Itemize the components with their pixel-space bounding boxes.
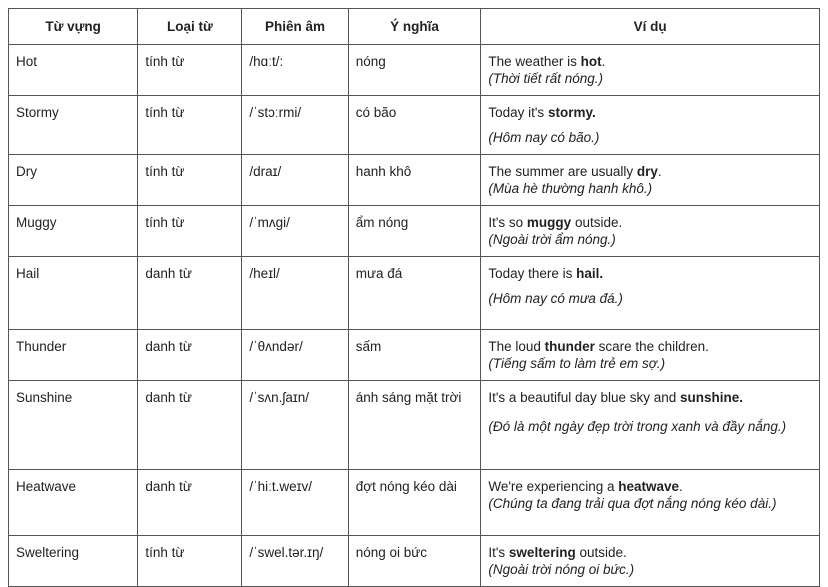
- meaning-cell: ẩm nóng: [348, 206, 481, 257]
- vocabulary-table: [8, 8, 820, 587]
- example-cell: [481, 381, 820, 470]
- type-cell: danh từ: [138, 470, 242, 536]
- table-row: [9, 206, 820, 257]
- ipa-cell: /heɪl/: [242, 257, 348, 330]
- word-cell: Thunder: [9, 330, 138, 381]
- example-text: The weather is: [488, 54, 581, 69]
- example-keyword: hot: [580, 54, 602, 69]
- ipa-cell: /hɑːt/:: [242, 45, 348, 96]
- example-translation: (Hôm nay có bão.): [488, 130, 600, 145]
- example-cell: [481, 257, 820, 330]
- word-cell: Sunshine: [9, 381, 138, 470]
- example-keyword: stormy.: [547, 105, 596, 120]
- ipa-cell: /ˈstɔːrmi/: [242, 96, 348, 155]
- type-cell: tính từ: [138, 45, 242, 96]
- word-cell: Sweltering: [9, 536, 138, 587]
- example-text: It's: [488, 545, 509, 560]
- example-text-end: outside.: [571, 215, 623, 230]
- table-header: [9, 9, 820, 45]
- example-cell: [481, 96, 820, 155]
- example-translation: (Mùa hè thường hanh khô.): [488, 181, 653, 196]
- example-text-end: .: [657, 164, 662, 179]
- header-word: Từ vựng: [9, 9, 138, 45]
- example-keyword: thunder: [544, 339, 595, 354]
- meaning-cell: nóng oi bức: [348, 536, 481, 587]
- example-text-end: scare the children.: [594, 339, 709, 354]
- table-row: [9, 381, 820, 470]
- example-translation: (Thời tiết rất nóng.): [488, 71, 604, 86]
- header-example: Ví dụ: [481, 9, 820, 45]
- example-text-end: outside.: [575, 545, 627, 560]
- word-cell: Muggy: [9, 206, 138, 257]
- example-keyword: hail.: [576, 266, 604, 281]
- meaning-cell: mưa đá: [348, 257, 481, 330]
- ipa-cell: /ˈθʌndər/: [242, 330, 348, 381]
- type-cell: danh từ: [138, 330, 242, 381]
- header-type: Loại từ: [138, 9, 242, 45]
- table-row: [9, 330, 820, 381]
- ipa-cell: /ˈswel.tər.ɪŋ/: [242, 536, 348, 587]
- ipa-cell: /ˈmʌgi/: [242, 206, 348, 257]
- table-row: [9, 470, 820, 536]
- example-translation: (Hôm nay có mưa đá.): [488, 291, 623, 306]
- ipa-cell: /ˈsʌn.ʃaɪn/: [242, 381, 348, 470]
- example-translation: (Tiếng sấm to làm trẻ em sợ.): [488, 356, 666, 371]
- header-ipa: Phiên âm: [242, 9, 348, 45]
- example-cell: [481, 45, 820, 96]
- word-cell: Stormy: [9, 96, 138, 155]
- example-text: Today there is: [488, 266, 577, 281]
- word-cell: Hail: [9, 257, 138, 330]
- table-row: [9, 155, 820, 206]
- table-body: [9, 45, 820, 587]
- example-translation: (Chúng ta đang trải qua đợt nắng nóng kéo dài.): [488, 496, 777, 511]
- example-cell: [481, 470, 820, 536]
- example-text: It's so: [488, 215, 527, 230]
- meaning-cell: đợt nóng kéo dài: [348, 470, 481, 536]
- ipa-cell: /draɪ/: [242, 155, 348, 206]
- example-translation: (Ngoài trời ẩm nóng.): [488, 232, 616, 247]
- example-text-end: .: [679, 479, 683, 494]
- example-cell: [481, 155, 820, 206]
- header-meaning: Ý nghĩa: [348, 9, 481, 45]
- example-cell: [481, 206, 820, 257]
- table-row: [9, 96, 820, 155]
- example-keyword: muggy: [526, 215, 572, 230]
- word-cell: Dry: [9, 155, 138, 206]
- type-cell: danh từ: [138, 381, 242, 470]
- meaning-cell: ánh sáng mặt trời: [348, 381, 481, 470]
- example-translation: (Ngoài trời nóng oi bức.): [488, 562, 635, 577]
- header-row: [9, 9, 820, 45]
- type-cell: tính từ: [138, 96, 242, 155]
- example-keyword: sunshine.: [680, 390, 744, 405]
- example-text: Today it's: [488, 105, 548, 120]
- meaning-cell: nóng: [348, 45, 481, 96]
- type-cell: tính từ: [138, 206, 242, 257]
- table-row: [9, 257, 820, 330]
- meaning-cell: sấm: [348, 330, 481, 381]
- example-cell: [481, 330, 820, 381]
- example-cell: [481, 536, 820, 587]
- word-cell: Heatwave: [9, 470, 138, 536]
- example-keyword: sweltering: [508, 545, 576, 560]
- example-text: We're experiencing a: [488, 479, 619, 494]
- type-cell: tính từ: [138, 536, 242, 587]
- example-text-end: .: [601, 54, 606, 69]
- meaning-cell: có bão: [348, 96, 481, 155]
- example-text: The summer are usually: [488, 164, 637, 179]
- type-cell: tính từ: [138, 155, 242, 206]
- meaning-cell: hanh khô: [348, 155, 481, 206]
- example-text: The loud: [488, 339, 545, 354]
- table-row: [9, 536, 820, 587]
- word-cell: Hot: [9, 45, 138, 96]
- example-keyword: dry: [636, 164, 658, 179]
- example-keyword: heatwave: [618, 479, 680, 494]
- example-text: It's a beautiful day blue sky and: [488, 390, 681, 405]
- example-translation: (Đó là một ngày đẹp trời trong xanh và đầy nắng.): [488, 419, 787, 434]
- table-row: [9, 45, 820, 96]
- type-cell: danh từ: [138, 257, 242, 330]
- ipa-cell: /ˈhiːt.weɪv/: [242, 470, 348, 536]
